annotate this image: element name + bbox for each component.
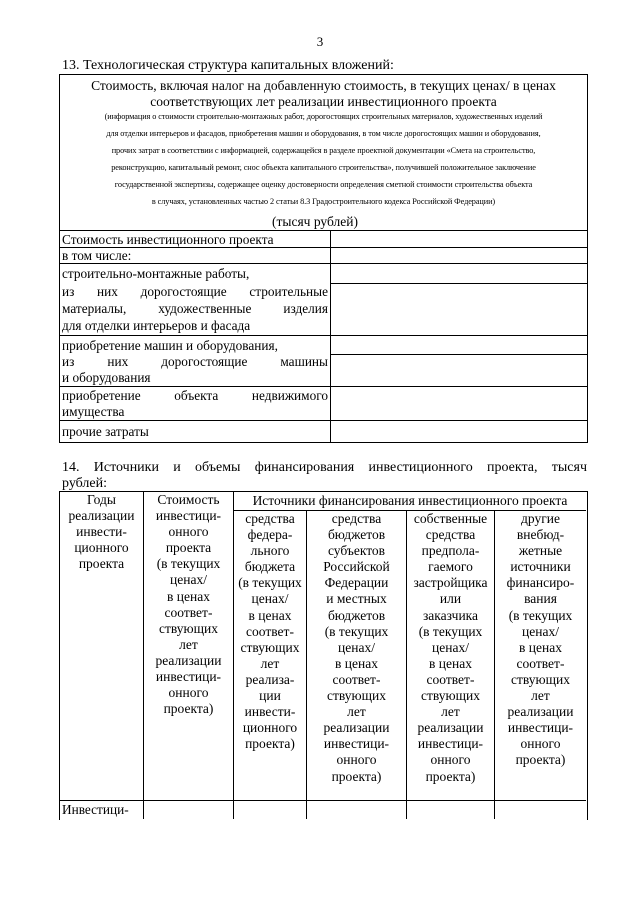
row-expensive-materials-2: материалы, художественные изделия: [62, 301, 328, 316]
cost-note-line: (информация о стоимости строительно-монтажных работ, дорогостоящих строительных материалов, художественных изделий: [104, 112, 543, 121]
units-label: (тысяч рублей): [272, 214, 358, 229]
col-other-sources-header: другие внебюд- жетные источники финансиро- вания (в текущих ценах/ в ценах соответ- ствующих лет реализации инвестици- онного проекта): [506, 511, 575, 768]
cost-note-line: прочих затрат в соответствии с информацией, содержащейся в разделе проектной документации «Смета на строительство,: [111, 146, 536, 155]
section-14-heading-line-1: 14. Источники и объемы финансирования инвестиционного проекта, тысяч: [62, 460, 587, 475]
section-14-heading-line-2: рублей:: [62, 476, 107, 491]
row-real-estate-2: имущества: [62, 404, 125, 419]
section-13-heading: 13. Технологическая структура капитальных вложений:: [62, 58, 394, 73]
col-federal-budget-header: средства федера- льного бюджета (в текущих ценах/ в ценах соответ- ствующих лет реализа- ции инвести- ционного проекта): [238, 511, 302, 752]
row-project-cost: Стоимость инвестиционного проекта: [62, 232, 274, 247]
cost-title-line-1: Стоимость, включая налог на добавленную стоимость, в текущих ценах/ в ценах: [91, 78, 556, 93]
sources-header: Источники финансирования инвестиционного проекта: [252, 493, 568, 508]
col-project-cost-header: Стоимость инвестици- онного проекта (в текущих ценах/ в ценах соответ- ствующих лет реализации инвестици- онного проекта): [155, 492, 222, 717]
col-own-funds-header: собственные средства предпола- гаемого застройщика или заказчика (в текущих ценах/ в ценах соответ- ствующих лет реализации инвестици- онного проекта): [413, 511, 488, 784]
row-including: в том числе:: [62, 248, 132, 263]
col-years-header: Годы реализации инвести- ционного проекта: [68, 492, 135, 572]
page-number: 3: [316, 34, 324, 49]
row-machines: приобретение машин и оборудования,: [62, 338, 278, 353]
row-other-costs: прочие затраты: [62, 424, 149, 439]
col-regional-budget-header: средства бюджетов субъектов Российской Федерации и местных бюджетов (в текущих ценах/ в ценах соответ- ствующих лет реализации инвестици- онного проекта): [323, 511, 390, 784]
row-investment-label: Инвестици-: [62, 802, 129, 817]
row-expensive-machines-2: и оборудования: [62, 370, 151, 385]
row-construction-works: строительно-монтажные работы,: [62, 266, 250, 281]
row-real-estate-1: приобретение объекта недвижимого: [62, 388, 328, 403]
cost-note-line: реконструкцию, капитальный ремонт, снос объекта капитального строительства», получившей положительное заключение: [111, 163, 536, 172]
cost-note-line: для отделки интерьеров и фасадов, приобретения машин и оборудования, в том числе дорогостоящих машин и оборудования,: [106, 129, 541, 138]
cost-note-line: государственной экспертизы, содержащее оценку достоверности определения сметной стоимости строительства объекта: [114, 180, 533, 189]
cost-note: [59, 108, 588, 210]
cost-note-line: в случаях, установленных частью 2 статьи 8.3 Градостроительного кодекса Российской Федерации): [151, 197, 496, 206]
row-expensive-materials-1: из них дорогостоящие строительные: [62, 284, 328, 299]
cost-title-line-2: соответствующих лет реализации инвестиционного проекта: [150, 94, 497, 109]
row-expensive-machines-1: из них дорогостоящие машины: [62, 354, 328, 369]
row-expensive-materials-3: для отделки интерьеров и фасада: [62, 318, 251, 333]
